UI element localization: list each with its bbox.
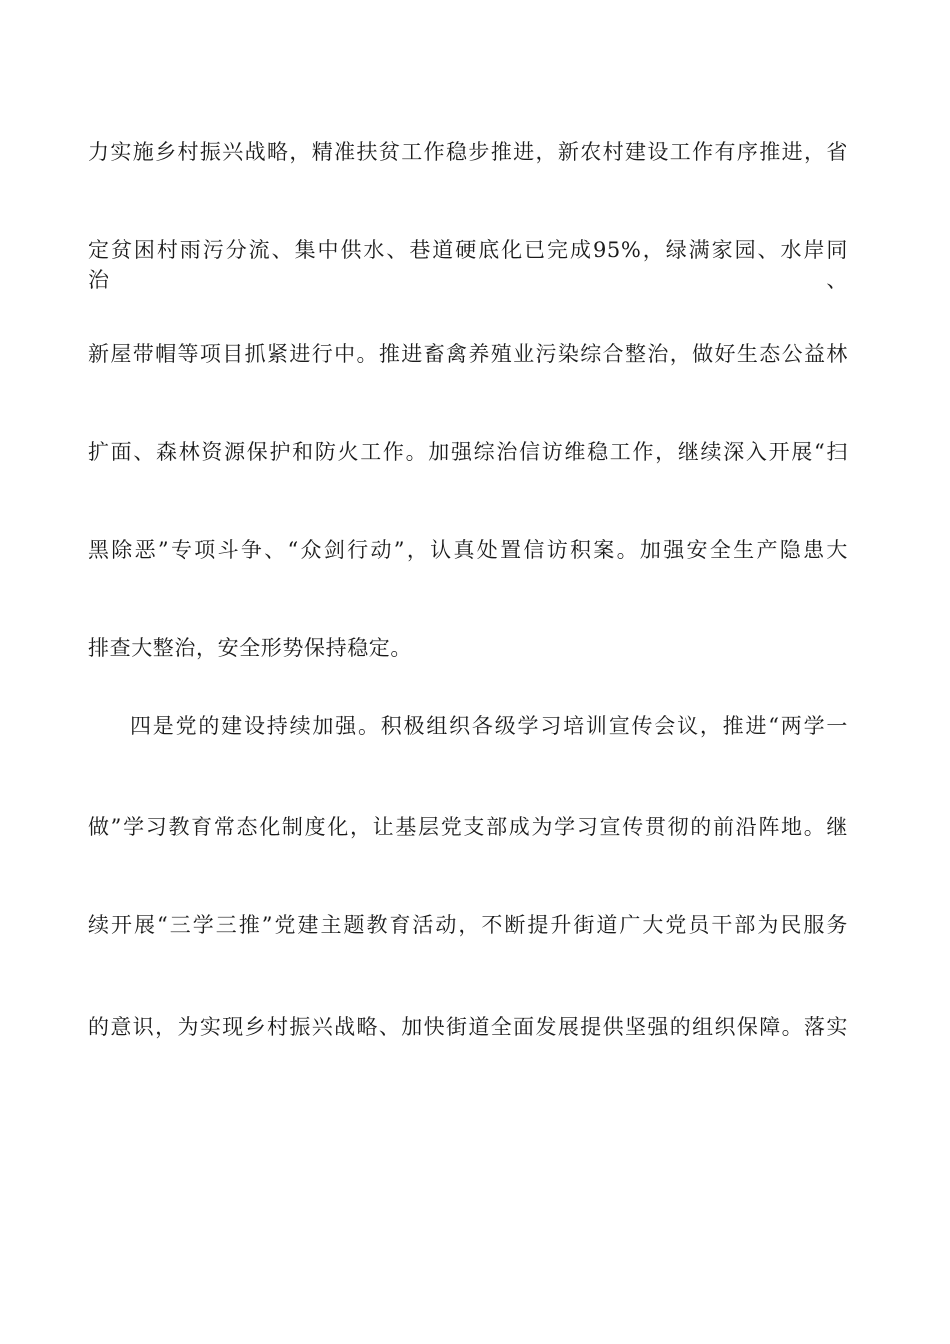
paragraph-1-line-4: 扩面、森林资源保护和防火工作。加强综治信访维稳工作，继续深入开展“扫: [88, 440, 848, 464]
paragraph-1-line-3: 新屋带帽等项目抓紧进行中。推进畜禽养殖业污染综合整治，做好生态公益林: [88, 342, 848, 366]
paragraph-1-line-1: 力实施乡村振兴战略，精准扶贫工作稳步推进，新农村建设工作有序推进，省: [88, 140, 848, 164]
paragraph-2-line-4: 的意识，为实现乡村振兴战略、加快街道全面发展提供坚强的组织保障。落实: [88, 1015, 848, 1039]
paragraph-1-line-6: 排查大整治，安全形势保持稳定。: [88, 636, 412, 660]
paragraph-1-line-2: 定贫困村雨污分流、集中供水、巷道硬底化已完成95%，绿满家园、水岸同治、: [88, 238, 848, 292]
paragraph-1-line-5: 黑除恶”专项斗争、“众剑行动”，认真处置信访积案。加强安全生产隐患大: [88, 538, 848, 562]
paragraph-2-line-2: 做”学习教育常态化制度化，让基层党支部成为学习宣传贯彻的前沿阵地。继: [88, 815, 848, 839]
paragraph-2-line-1: 四是党的建设持续加强。积极组织各级学习培训宣传会议，推进“两学一: [130, 714, 848, 738]
paragraph-2-line-3: 续开展“三学三推”党建主题教育活动，不断提升街道广大党员干部为民服务: [88, 913, 848, 937]
